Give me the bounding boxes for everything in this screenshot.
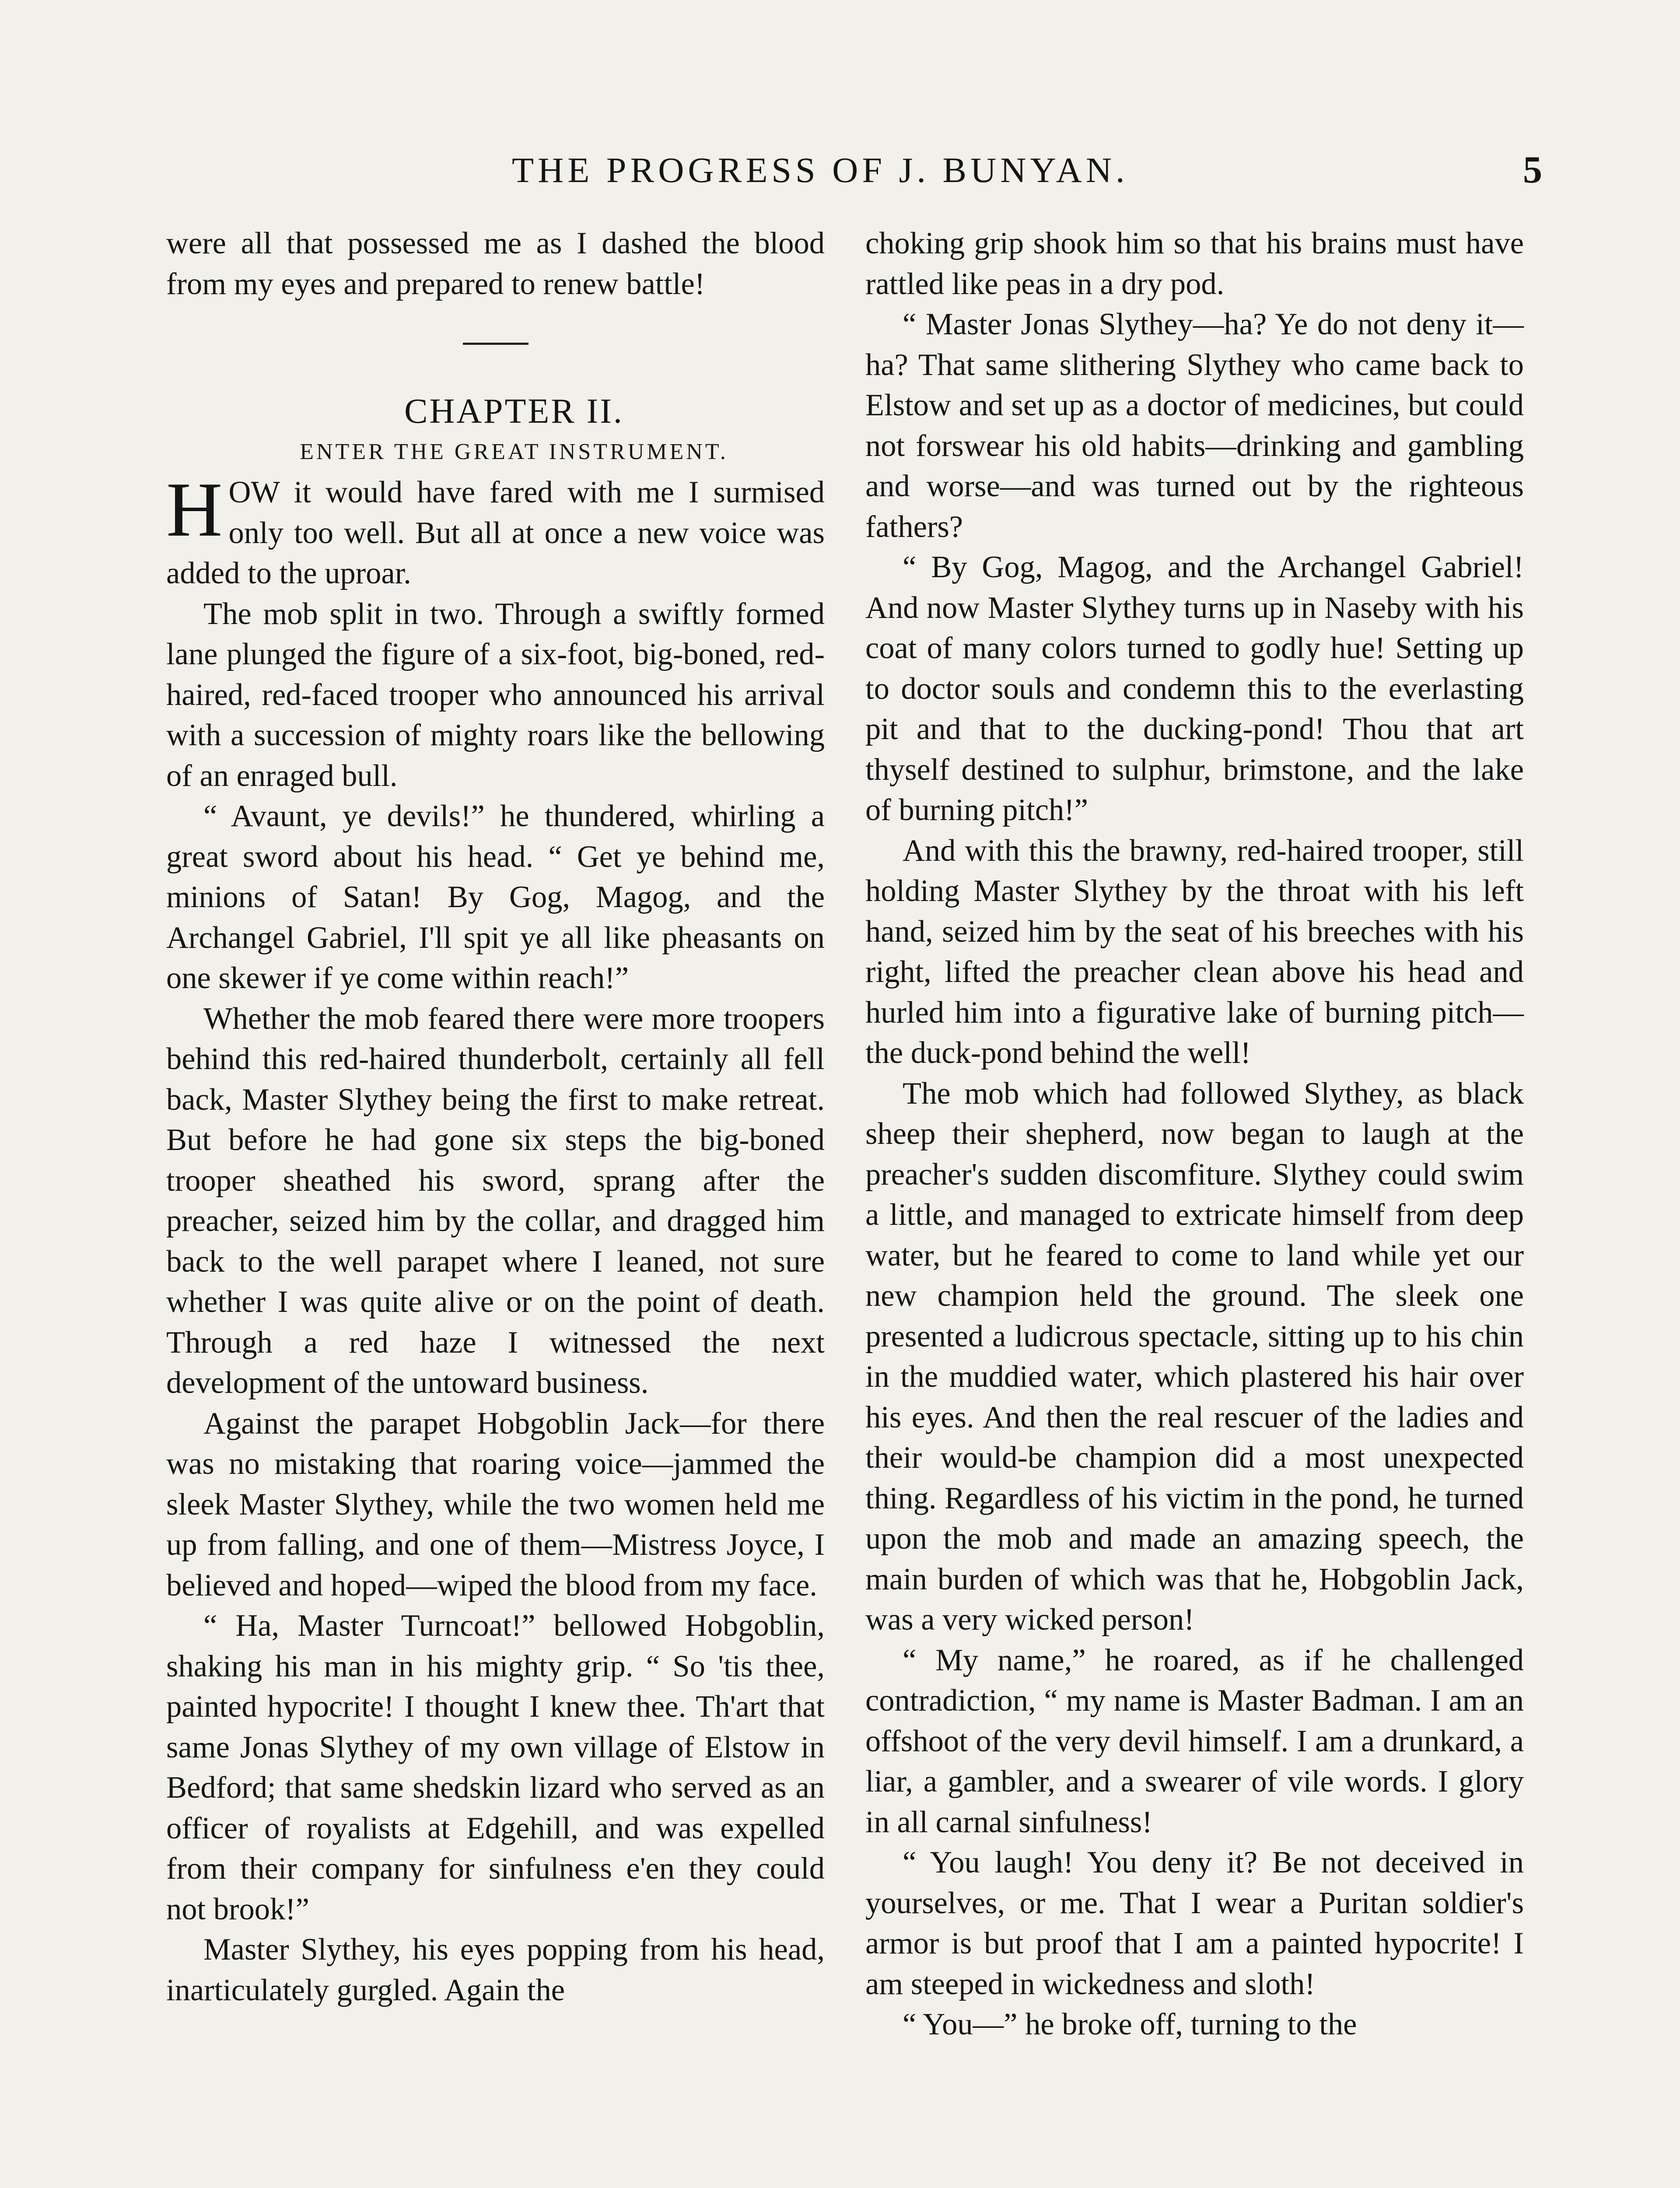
- paragraph: “ Master Jonas Slythey—ha? Ye do not deny it—ha? That same slithering Slythey who came back to Elstow and set up as a doctor of medicines, but could not forswear his old habits—drinking and gambling and worse—and was turned out by the righteous fathers?: [865, 307, 1524, 544]
- left-column: [166, 223, 825, 2010]
- chapter-title: CHAPTER II.: [404, 392, 624, 431]
- paragraph: “ My name,” he roared, as if he challenged contradiction, “ my name is Master Badman. I am an offshoot of the very devil himself. I am a drunkard, a liar, a gambler, and a swearer of vile words. I glory in all carnal sinfulness!: [865, 1643, 1524, 1839]
- section-divider: [463, 343, 528, 345]
- drop-cap: H: [166, 466, 223, 553]
- paragraph: “ You laugh! You deny it? Be not deceived in yourselves, or me. That I wear a Puritan soldier's armor is but proof that I am a painted hypocrite! I am steeped in wickedness and sloth!: [865, 1845, 1524, 2001]
- right-column: [865, 223, 1524, 2045]
- paragraph: Master Slythey, his eyes popping from his head, inarticulately gurgled. Again the: [166, 1932, 825, 2007]
- running-head: THE PROGRESS OF J. BUNYAN.: [512, 150, 1129, 190]
- paragraph: The mob which had followed Slythey, as black sheep their shepherd, now began to laugh at the preacher's sudden discomfiture. Slythey could swim a little, and managed to extricate himself from deep water, but he feared to come to land while yet our new champion held the ground. The sleek one presented a ludicrous spectacle, sitting up to his chin in the muddied water, which plastered his hair over his eyes. And then the real rescuer of the ladies and their would-be champion did a most unexpected thing. Regardless of his victim in the pond, he turned upon the mob and made an amazing speech, the main burden of which was that he, Hobgoblin Jack, was a very wicked person!: [865, 1076, 1524, 1637]
- chapter-subtitle: ENTER THE GREAT INSTRUMENT.: [300, 439, 728, 464]
- paragraph: “ Ha, Master Turncoat!” bellowed Hobgoblin, shaking his man in his mighty grip. “ So 'tis thee, painted hypocrite! I thought I knew thee. Th'art that same Jonas Slythey of my own village of Elstow in Bedford; that same shedskin lizard who served as an officer of royalists at Edgehill, and was expelled from their company for sinfulness e'en they could not brook!”: [166, 1609, 825, 1926]
- paragraph: The mob split in two. Through a swiftly formed lane plunged the figure of a six-foot, big-boned, red-haired, red-faced trooper who announced his arrival with a succession of mighty roars like the bellowing of an enraged bull.: [166, 596, 825, 793]
- opening-paragraph-text: OW it would have fared with me I surmised only too well. But all at once a new voice was added to the uproar.: [166, 475, 825, 590]
- paragraph: “ Avaunt, ye devils!” he thundered, whirling a great sword about his head. “ Get ye behind me, minions of Satan! By Gog, Magog, and the Archangel Gabriel, I'll spit ye all like pheasants on one skewer if ye come within reach!”: [166, 799, 825, 995]
- opening-paragraph: [166, 466, 825, 594]
- page-number: 5: [1523, 149, 1542, 191]
- paragraph: “ You—” he broke off, turning to the: [903, 2007, 1357, 2041]
- paragraph: Against the parapet Hobgoblin Jack—for there was no mistaking that roaring voice—jammed the sleek Master Slythey, while the two women held me up from falling, and one of them—Mistress Joyce, I believed and hoped—wiped the blood from my face.: [166, 1406, 825, 1602]
- paragraph: were all that possessed me as I dashed the blood from my eyes and prepared to renew battle!: [166, 226, 825, 301]
- paragraph: Whether the mob feared there were more troopers behind this red-haired thunderbolt, certainly all fell back, Master Slythey being the first to make retreat. But before he had gone six steps the big-boned trooper sheathed his sword, sprang after the preacher, seized him by the collar, and dragged him back to the well parapet where I leaned, not sure whether I was quite alive or on the point of death. Through a red haze I witnessed the next development of the untoward business.: [166, 1001, 825, 1400]
- paragraph: choking grip shook him so that his brains must have rattled like peas in a dry pod.: [865, 226, 1524, 301]
- paragraph: And with this the brawny, red-haired trooper, still holding Master Slythey by the throat with his left hand, seized him by the seat of his breeches with his right, lifted the preacher clean above his head and hurled him into a figurative lake of burning pitch—the duck-pond behind the well!: [865, 833, 1524, 1070]
- paragraph: “ By Gog, Magog, and the Archangel Gabriel! And now Master Slythey turns up in Naseby with his coat of many colors turned to godly hue! Setting up to doctor souls and condemn this to the everlasting pit and that to the ducking-pond! Thou that art thyself destined to sulphur, brimstone, and the lake of burning pitch!”: [865, 550, 1524, 827]
